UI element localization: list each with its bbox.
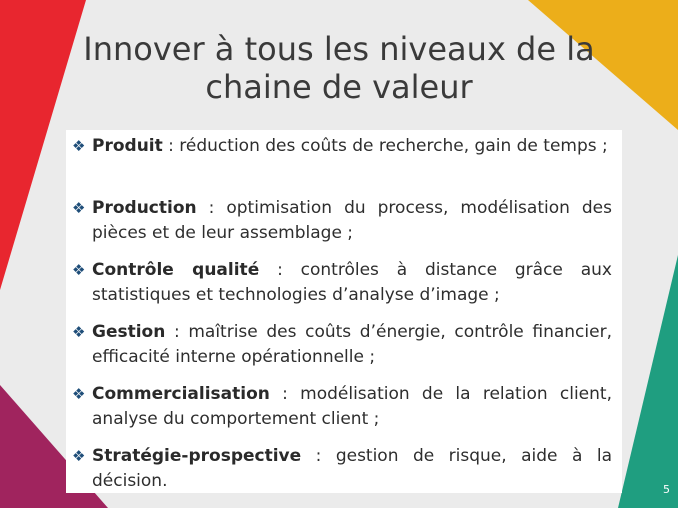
list-item-strategie-prospective <box>72 444 612 506</box>
list-item-text <box>92 320 612 370</box>
diamond-bullet-icon: ❖ <box>72 137 86 155</box>
list-item-description: réduction des coûts de recherche, gain de temps ; <box>179 136 608 156</box>
list-item-description: gestion de risque, aide à la décision. <box>92 446 612 491</box>
diamond-bullet-icon: ❖ <box>72 199 86 217</box>
list-item-produit <box>72 134 612 196</box>
list-item-separator: : <box>162 136 180 156</box>
list-item-separator: : <box>259 260 301 280</box>
list-item-description: modélisation de la relation client, analyse du comportement client ; <box>92 384 612 429</box>
list-item-term: Production <box>92 198 197 218</box>
list-item-text <box>92 258 612 308</box>
slide-title-line-1: Innover à tous les niveaux de la <box>83 30 595 68</box>
slide-title-line-2: chaine de valeur <box>205 68 473 106</box>
diamond-bullet-icon: ❖ <box>72 323 86 341</box>
list-item-separator: : <box>196 198 227 218</box>
list-item-separator: : <box>165 322 189 342</box>
list-item-separator: : <box>269 384 301 404</box>
diamond-bullet-icon: ❖ <box>72 261 86 279</box>
list-item-text <box>92 382 612 432</box>
list-item-text <box>92 444 612 494</box>
diamond-bullet-icon: ❖ <box>72 385 86 403</box>
list-item-description: optimisation du process, modélisation des pièces et de leur assemblage ; <box>92 198 612 243</box>
list-item-term: Produit <box>92 136 163 156</box>
teal-corner-shape <box>618 255 678 508</box>
diamond-bullet-icon: ❖ <box>72 447 86 465</box>
list-item-term: Gestion <box>92 322 166 342</box>
slide-title <box>40 30 638 106</box>
list-item-commercialisation <box>72 382 612 444</box>
list-item-production <box>72 196 612 258</box>
list-item-gestion <box>72 320 612 382</box>
list-item-term: Stratégie-prospective <box>92 446 302 466</box>
list-item-description: maîtrise des coûts d’énergie, contrôle financier, efficacité interne opérationnelle ; <box>92 322 612 367</box>
list-item-controle-qualite <box>72 258 612 320</box>
list-item-text <box>92 196 612 246</box>
content-box <box>66 130 622 493</box>
list-item-description: contrôles à distance grâce aux statistiques et technologies d’analyse d’image ; <box>92 260 612 305</box>
list-item-term: Commercialisation <box>92 384 270 404</box>
list-item-term: Contrôle qualité <box>92 260 260 280</box>
list-item-separator: : <box>301 446 336 466</box>
list-item-text <box>92 134 612 159</box>
page-number: 5 <box>663 483 670 496</box>
value-chain-list <box>72 134 612 506</box>
